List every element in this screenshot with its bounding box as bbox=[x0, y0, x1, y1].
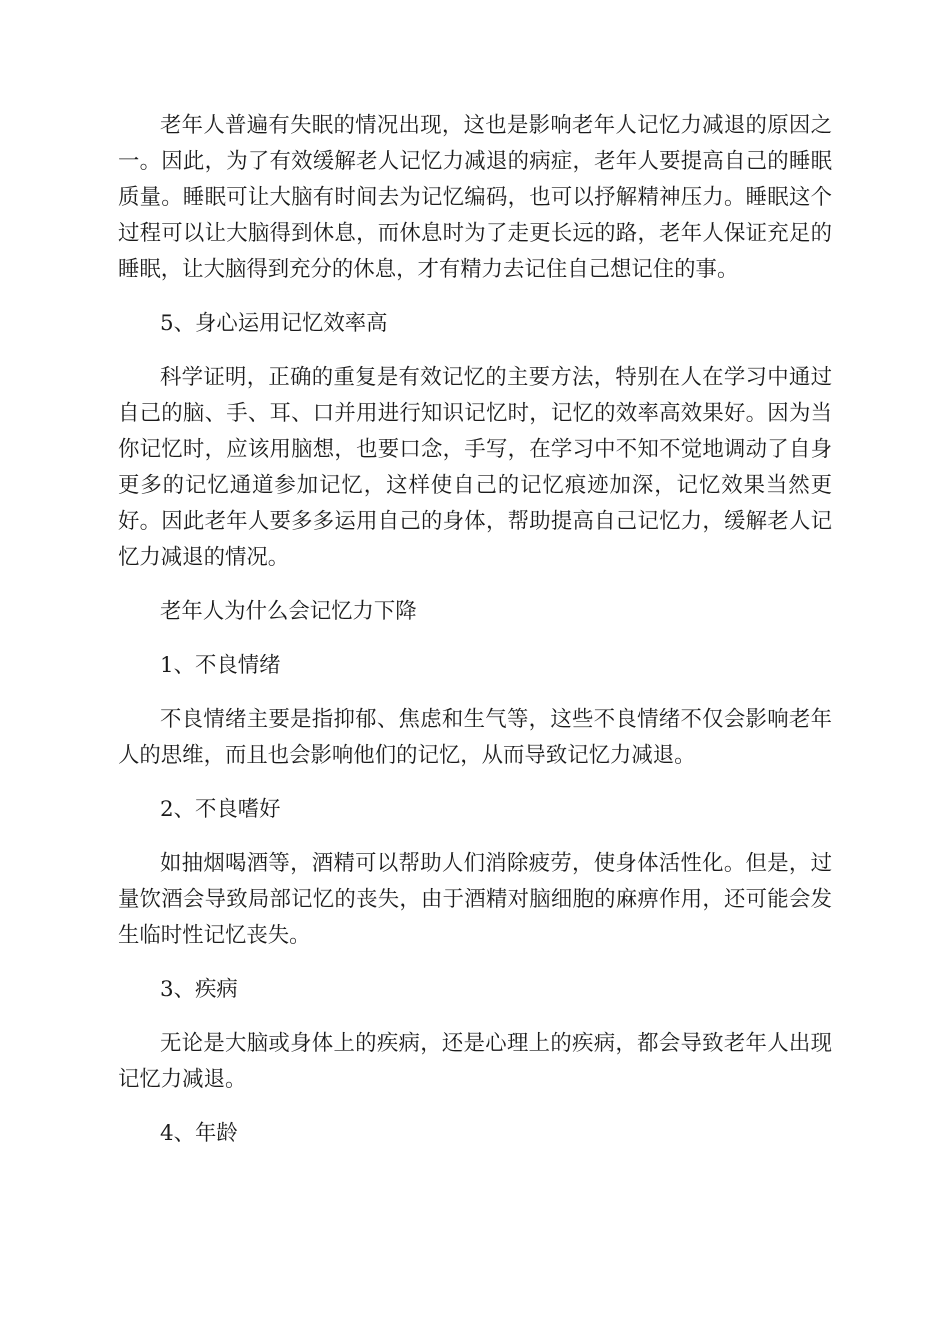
heading-disease: 3、疾病 bbox=[160, 977, 238, 1002]
heading-age: 4、年龄 bbox=[160, 1121, 238, 1146]
heading-why-memory-declines: 老年人为什么会记忆力下降 bbox=[160, 599, 417, 624]
paragraph-repetition-memory: 科学证明，正确的重复是有效记忆的主要方法，特别在人在学习中通过自己的脑、手、耳、口并用进行知识记忆时，记忆的效率高效果好。因为当你记忆时，应该用脑想，也要口念，手写，在学习中不知不觉地调动了自身更多的记忆通道参加记忆，这样使自己的记忆痕迹加深，记忆效果当然更好。因此老年人要多多运用自己的身体，帮助提高自己记忆力，缓解老人记忆力减退的情况。 bbox=[118, 365, 832, 570]
heading-bad-emotions: 1、不良情绪 bbox=[160, 653, 281, 678]
paragraph-disease: 无论是大脑或身体上的疾病，还是心理上的疾病，都会导致老年人出现记忆力减退。 bbox=[118, 1031, 832, 1092]
paragraph-sleep-quality: 老年人普遍有失眠的情况出现，这也是影响老年人记忆力减退的原因之一。因此，为了有效缓解老人记忆力减退的病症，老年人要提高自己的睡眠质量。睡眠可让大脑有时间去为记忆编码，也可以抒解精神压力。睡眠这个过程可以让大脑得到休息，而休息时为了走更长远的路，老年人保证充足的睡眠，让大脑得到充分的休息，才有精力去记住自己想记住的事。 bbox=[118, 113, 832, 282]
paragraph-bad-emotions: 不良情绪主要是指抑郁、焦虑和生气等，这些不良情绪不仅会影响老年人的思维，而且也会影响他们的记忆，从而导致记忆力减退。 bbox=[118, 707, 832, 768]
document-body bbox=[118, 108, 832, 1152]
paragraph-bad-habits: 如抽烟喝酒等，酒精可以帮助人们消除疲劳，使身体活性化。但是，过量饮酒会导致局部记忆的丧失，由于酒精对脑细胞的麻痹作用，还可能会发生临时性记忆丧失。 bbox=[118, 851, 832, 948]
heading-bad-habits: 2、不良嗜好 bbox=[160, 797, 281, 822]
heading-body-mind-memory: 5、身心运用记忆效率高 bbox=[160, 311, 388, 336]
